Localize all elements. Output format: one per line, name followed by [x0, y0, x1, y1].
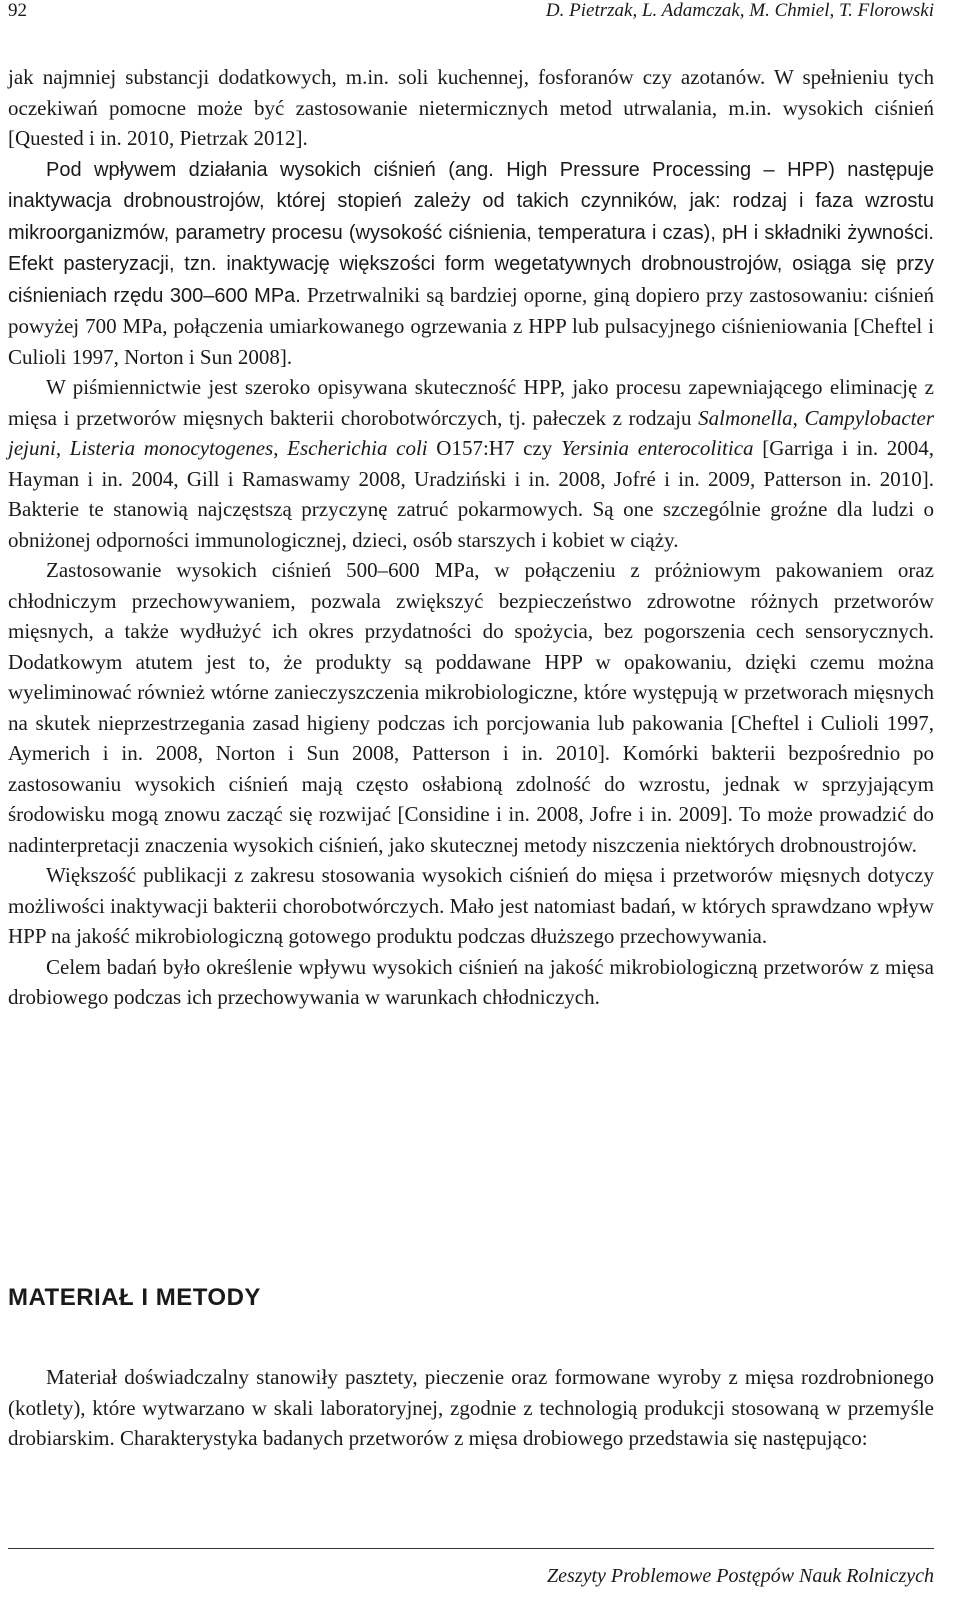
footer-divider [8, 1548, 934, 1549]
paragraph-2-serif-part: Przetrwalniki są bardziej oporne, giną dopiero przy zastosowaniu: ciśnień powyżej 700 MPa, połączenia umiarkowanego ogrzewania z HPP lub pulsacyjnego ciśnieniowania [Cheftel i Culioli 1997, Norton i Sun 2008]. [8, 282, 935, 369]
species-yersinia: Yersinia enterocolitica [560, 436, 754, 460]
species-escherichia: Escherichia coli [287, 436, 428, 460]
species-listeria: Listeria monocytogenes [69, 436, 274, 460]
separator: , [273, 436, 288, 460]
paragraph-3-text-b: O157:H7 czy [427, 436, 561, 460]
paragraph-4: Zastosowanie wysokich ciśnień 500–600 MPa, w połączeniu z próżniowym pakowaniem oraz chłodniczym przechowywaniem, pozwala zwiększyć bezpieczeństwo zdrowotne różnych przetworów mięsnych, a także wydłużyć ich okres przydatności do spożycia, bez pogorszenia cech sensorycznych. Dodatkowym atutem jest to, że produkty są poddawane HPP w opakowaniu, dzięki czemu można wyeliminować również wtórne zanieczyszczenia mikrobiologiczne, które występują w przetworach mięsnych na skutek nieprzestrzegania zasad higieny podczas ich porcjowania lub pakowania [Cheftel i Culioli 1997, Aymerich i in. 2008, Norton i Sun 2008, Patterson i in. 2010]. Komórki bakterii bezpośrednio po zastosowaniu wysokich ciśnień mają często osłabioną zdolność do wzrostu, jednak w sprzyjającym środowisku mogą znowu zacząć się rozwijać [Considine i in. 2008, Jofre i in. 2009]. To może prowadzić do nadinterpretacji znaczenia wysokich ciśnień, jako skutecznej metody niszczenia niektórych drobnoustrojów. [8, 558, 934, 857]
paragraph-6: Celem badań było określenie wpływu wysokich ciśnień na jakość mikrobiologiczną przetworów z mięsa drobiowego podczas ich przechowywania w warunkach chłodniczych. [8, 954, 934, 1009]
paragraph-5: Większość publikacji z zakresu stosowania wysokich ciśnień do mięsa i przetworów mięsnych dotyczy możliwości inaktywacji bakterii chorobotwórczych. Mało jest natomiast badań, w których sprawdzano wpływ HPP na jakość mikrobiologiczną gotowego produktu podczas dłuższego przechowywania. [8, 863, 934, 948]
page-number: 92 [8, 0, 27, 21]
paragraph-1: jak najmniej substancji dodatkowych, m.in. soli kuchennej, fosforanów czy azotanów. W spełnieniu tych oczekiwań pomocne może być zastosowanie nietermicznych metod utrwalania, m.in. wysokich ciśnień [Quested i in. 2010, Pietrzak 2012]. [8, 65, 934, 150]
paragraph-3 [8, 372, 934, 555]
paragraph-2 [8, 154, 934, 373]
species-campylobacter: Campylobacter jejuni [8, 405, 934, 460]
paragraph-3-text-a: W piśmiennictwie jest szeroko opisywana skuteczność HPP, jako procesu zapewniającego eliminację z mięsa i przetworów mięsnych bakterii chorobotwórczych, tj. pałeczek z rodzaju [8, 375, 934, 430]
species-salmonella: Salmonella [698, 405, 793, 430]
section-heading: MATERIAŁ I METODY [8, 1284, 261, 1311]
paragraph-2-sans-part: Pod wpływem działania wysokich ciśnień (ang. High Pressure Processing – HPP) następuje inaktywacja drobnoustrojów, której stopień zależy od takich czynników, jak: rodzaj i faza wzrostu mikroorganizmów, parametry procesu (wysokość ciśnienia, temperatura i czas), pH i składniki żywności. Efekt pasteryzacji, tzn. inaktywację większości form wegetatywnych drobnoustrojów, osiąga się przy ciśnieniach rzędu 300–600 MPa. [8, 158, 934, 307]
separator: , [55, 436, 70, 460]
separator: , [792, 405, 805, 430]
journal-footer: Zeszyty Problemowe Postępów Nauk Rolniczych [547, 1565, 934, 1587]
methods-paragraph-1: Materiał doświadczalny stanowiły pasztety, pieczenie oraz formowane wyroby z mięsa rozdrobnionego (kotlety), które wytwarzano w skali laboratoryjnej, zgodnie z technologią produkcji stosowaną w przemyśle drobiarskim. Charakterystyka badanych przetworów z mięsa drobiowego przedstawia się następująco: [8, 1365, 934, 1450]
page-header [8, 0, 934, 26]
body-text [8, 62, 934, 1013]
paragraph-3-text-c: [Garriga i in. 2004, Hayman i in. 2004, Gill i Ramaswamy 2008, Uradziński i in. 2008, Jofré i in. 2009, Patterson in. 2010]. Bakterie te stanowią najczęstszą przyczynę zatruć pokarmowych. Są one szczególnie groźne dla ludzi o obniżonej odporności immunologicznej, dzieci, osób starszych i kobiet w ciąży. [8, 436, 935, 552]
running-head-authors: D. Pietrzak, L. Adamczak, M. Chmiel, T. Florowski [545, 0, 934, 21]
